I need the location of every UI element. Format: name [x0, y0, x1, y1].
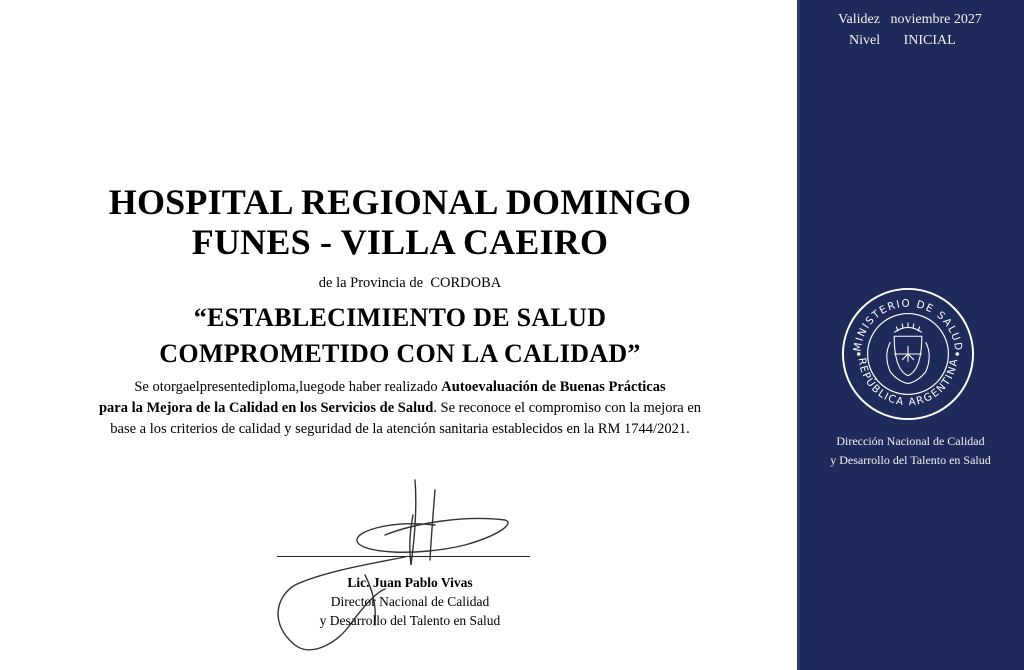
signature-line — [277, 556, 530, 557]
department-line2: y Desarrollo del Talento en Salud — [830, 453, 991, 467]
level-label: Nivel — [849, 33, 881, 48]
body-bold-2: para la Mejora de la Calidad en los Servicios de Salud — [98, 400, 434, 416]
level-value: INICIAL — [903, 33, 956, 48]
validity-row — [838, 12, 982, 28]
side-panel — [797, 0, 1024, 670]
province-prefix: de la Provincia de — [318, 275, 424, 291]
department-line1: Dirección Nacional de Calidad — [836, 434, 985, 448]
province-name: CORDOBA — [430, 275, 502, 291]
validity-label: Validez — [838, 12, 880, 27]
institution-name — [40, 182, 760, 262]
signer-title-line2: y Desarrollo del Talento en Salud — [319, 613, 501, 628]
validity-value: noviembre 2027 — [890, 12, 982, 27]
seal-text-top: MINISTERIO DE SALUD — [851, 297, 965, 353]
institution-name-line1: HOSPITAL REGIONAL DOMINGO — [108, 182, 692, 222]
distinction-title — [40, 300, 760, 372]
signature-image — [265, 475, 545, 660]
body-after-bold: . Se reconoce el compromiso con la mejora en — [433, 400, 702, 416]
distinction-line1: “ESTABLECIMIENTO DE SALUD — [193, 303, 607, 332]
seal-text-bottom: REPÚBLICA ARGENTINA — [855, 357, 961, 409]
certificate-text-line3: base a los criterios de calidad y seguridad de la atención sanitaria establecidos en la RM 1744/2021. — [110, 421, 690, 437]
department-name — [797, 432, 1024, 470]
body-intro: Se otorgaelpresentediploma,luegode haber realizado — [134, 379, 438, 395]
level-row — [849, 33, 956, 49]
signer-name: Lic. Juan Pablo Vivas — [347, 575, 473, 590]
certificate-text-line2 — [40, 398, 760, 419]
ministry-seal — [839, 285, 977, 423]
province-line — [220, 275, 600, 292]
institution-name-line2: FUNES - VILLA CAEIRO — [191, 222, 609, 262]
certificate-text — [40, 377, 760, 440]
certificate-text-line1 — [40, 377, 760, 398]
signer-block — [270, 573, 550, 630]
distinction-line2: COMPROMETIDO CON LA CALIDAD” — [159, 339, 641, 368]
svg-text:REPÚBLICA ARGENTINA — [856, 357, 961, 408]
panel-edge — [797, 0, 800, 670]
body-bold-1: Autoevaluación de Buenas Prácticas — [441, 379, 666, 395]
signer-title-line1: Director Nacional de Calidad — [330, 594, 490, 609]
